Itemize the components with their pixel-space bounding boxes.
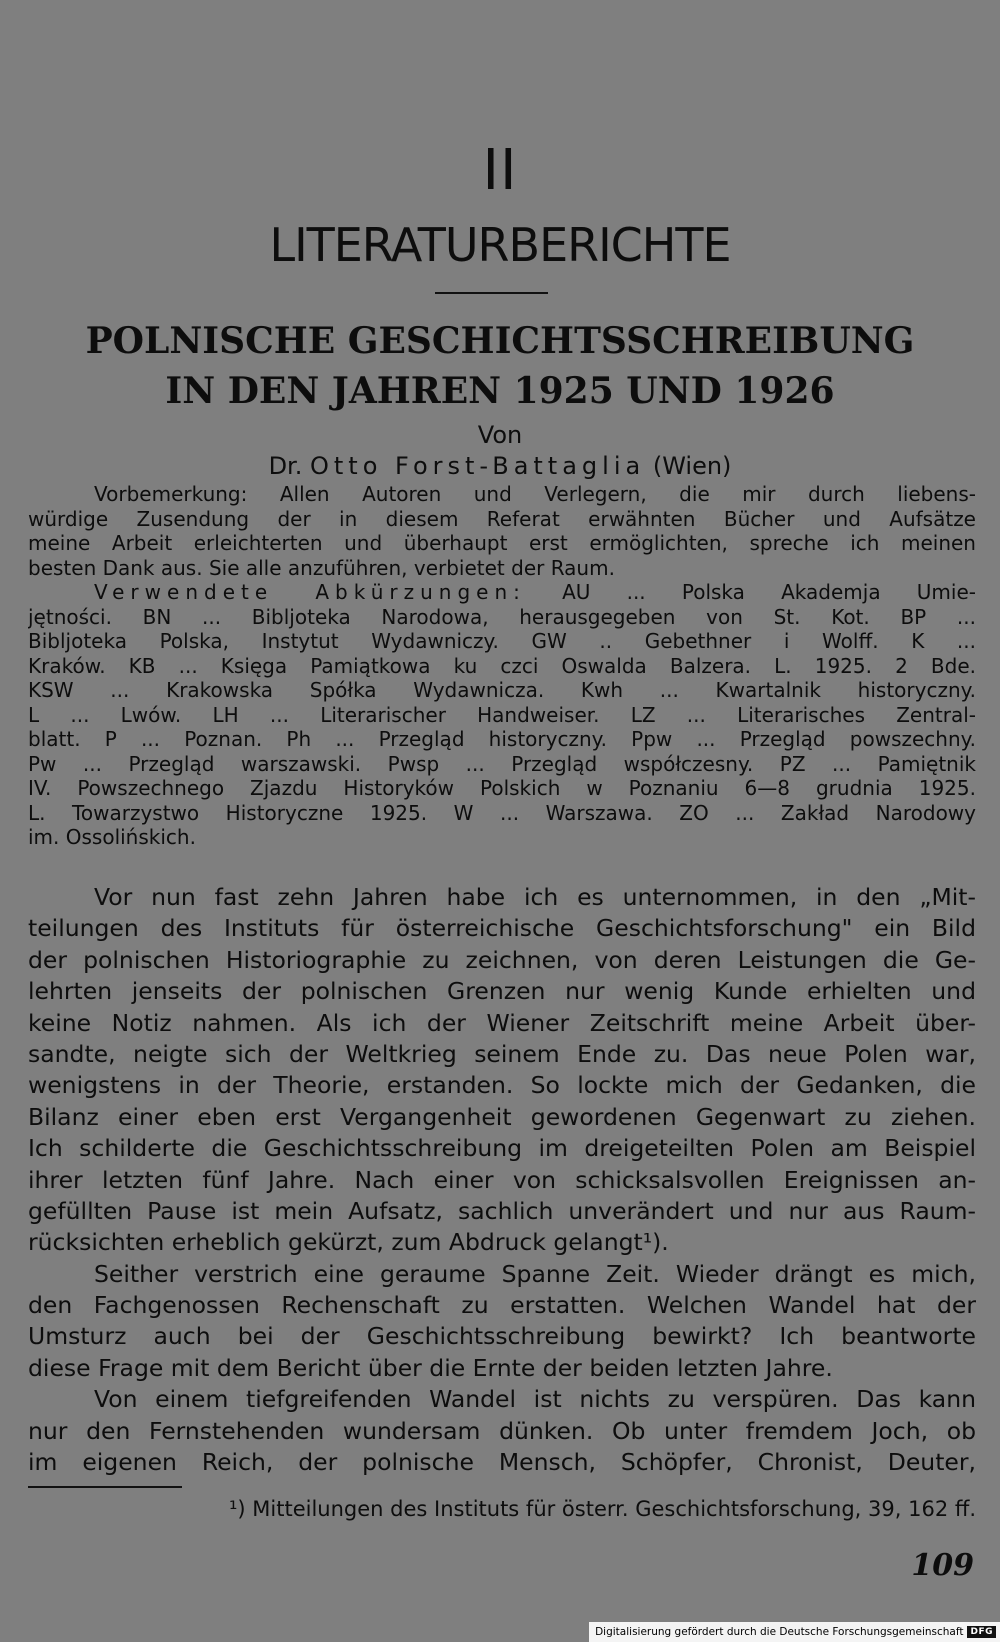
dfg-logo: DFG: [967, 1626, 996, 1638]
author-suffix: (Wien): [645, 452, 732, 480]
abbreviation-line: im. Ossolińskich.: [28, 825, 196, 849]
text-line: Seither verstrich eine geraume Spanne Zeit. Wieder drängt es mich,: [94, 1259, 976, 1288]
text-line: im eigenen Reich, der polnische Mensch, Schöpfer, Chronist, Deuter,: [28, 1448, 976, 1477]
article-title-line-2: IN DEN JAHREN 1925 UND 1926: [165, 370, 835, 412]
author-prefix: Dr.: [268, 452, 310, 480]
abbreviation-line: L. Towarzystwo Historyczne 1925. W ... Warszawa. ZO ... Zakład Narodowy: [28, 800, 976, 825]
footnote: ¹) Mitteilungen des Instituts für österr. Geschichtsforschung, 39, 162 ff.: [229, 1497, 976, 1521]
text-line: würdige Zusendung der in diesem Referat erwähnten Bücher und Aufsätze: [28, 506, 976, 531]
text-line: Von einem tiefgreifenden Wandel ist nichts zu verspüren. Das kann: [94, 1385, 976, 1414]
author-name: Otto Forst-Battaglia: [309, 452, 646, 480]
body-text: [28, 882, 976, 1478]
abbreviation-line: Pw ... Przegląd warszawski. Pwsp ... Przegląd współczesny. PZ ... Pamiętnik: [28, 751, 976, 776]
abbreviation-line: Kraków. KB ... Księga Pamiątkowa ku czci Oswalda Balzera. L. 1925. 2 Bde.: [28, 653, 976, 678]
footnote-divider: [28, 1486, 182, 1488]
text-line: meine Arbeit erleichterten und überhaupt erst ermöglichten, spreche ich meinen: [28, 531, 976, 555]
byline-von: Von: [477, 421, 523, 449]
digitization-credit: [589, 1622, 1000, 1642]
text-line: sandte, neigte sich der Weltkrieg seinem Ende zu. Das neue Polen war,: [28, 1039, 976, 1068]
text-line: der polnischen Historiographie zu zeichnen, von deren Leistungen die Ge-: [28, 945, 976, 974]
section-number: II: [482, 138, 518, 203]
abbreviations-first-entry: AU ... Polska Akademja Umie-: [525, 580, 976, 604]
abbreviations-label: Verwendete Abkürzungen:: [94, 580, 526, 604]
preliminary-note: [28, 482, 976, 850]
text-line: wenigstens in der Theorie, erstanden. So lockte mich der Gedanken, die: [28, 1071, 976, 1100]
text-line: Ich schilderte die Geschichtsschreibung im dreigeteilten Polen am Beispiel: [28, 1134, 976, 1163]
author-line: [0, 452, 1000, 480]
abbreviation-line: L ... Lwów. LH ... Literarischer Handweiser. LZ ... Literarisches Zentral-: [28, 702, 976, 727]
text-line: besten Dank aus. Sie alle anzuführen, verbietet der Raum.: [28, 555, 615, 580]
text-line: rücksichten erheblich gekürzt, zum Abdruck gelangt¹).: [28, 1228, 669, 1257]
abbreviation-line: IV. Powszechnego Zjazdu Historyków Polskich w Poznaniu 6—8 grudnia 1925.: [28, 776, 976, 800]
abbreviation-line: KSW ... Krakowska Spółka Wydawnicza. Kwh ... Kwartalnik historyczny.: [28, 678, 976, 702]
text-line: gefüllten Pause ist mein Aufsatz, sachlich unverändert und nur aus Raum-: [28, 1196, 976, 1225]
section-title: LITERATURBERICHTE: [269, 218, 731, 272]
page-number: 109: [911, 1548, 974, 1583]
abbreviation-line: blatt. P ... Poznan. Ph ... Przegląd historyczny. Ppw ... Przegląd powszechny.: [28, 727, 976, 751]
title-divider: [435, 292, 548, 294]
text-line: Vor nun fast zehn Jahren habe ich es unternommen, in den „Mit-: [94, 883, 976, 911]
article-title-line-1: POLNISCHE GESCHICHTSSCHREIBUNG: [85, 320, 915, 362]
text-line: den Fachgenossen Rechenschaft zu erstatten. Welchen Wandel hat der: [28, 1291, 976, 1320]
digitization-note: Digitalisierung gefördert durch die Deutsche Forschungsgemeinschaft: [595, 1626, 964, 1638]
text-line: nur den Fernstehenden wundersam dünken. Ob unter fremdem Joch, ob: [28, 1416, 976, 1445]
text-line: Vorbemerkung: Allen Autoren und Verlegern, die mir durch liebens-: [94, 482, 976, 506]
abbreviation-line: jętności. BN ... Bibljoteka Narodowa, herausgegeben von St. Kot. BP ...: [28, 604, 976, 629]
text-line: diese Frage mit dem Bericht über die Ernte der beiden letzten Jahre.: [28, 1353, 833, 1382]
text-line: keine Notiz nahmen. Als ich der Wiener Zeitschrift meine Arbeit über-: [28, 1008, 976, 1037]
abbreviations-heading-line: [28, 580, 976, 605]
abbreviation-line: Bibljoteka Polska, Instytut Wydawniczy. GW .. Gebethner i Wolff. K ...: [28, 629, 976, 653]
text-line: lehrten jenseits der polnischen Grenzen nur wenig Kunde erhielten und: [28, 977, 976, 1006]
text-line: Bilanz einer eben erst Vergangenheit gewordenen Gegenwart zu ziehen.: [28, 1102, 976, 1131]
text-line: teilungen des Instituts für österreichische Geschichtsforschung" ein Bild: [28, 914, 976, 943]
text-line: Umsturz auch bei der Geschichtsschreibung bewirkt? Ich beantworte: [28, 1322, 976, 1351]
text-line: ihrer letzten fünf Jahre. Nach einer von schicksalsvollen Ereignissen an-: [28, 1165, 976, 1194]
